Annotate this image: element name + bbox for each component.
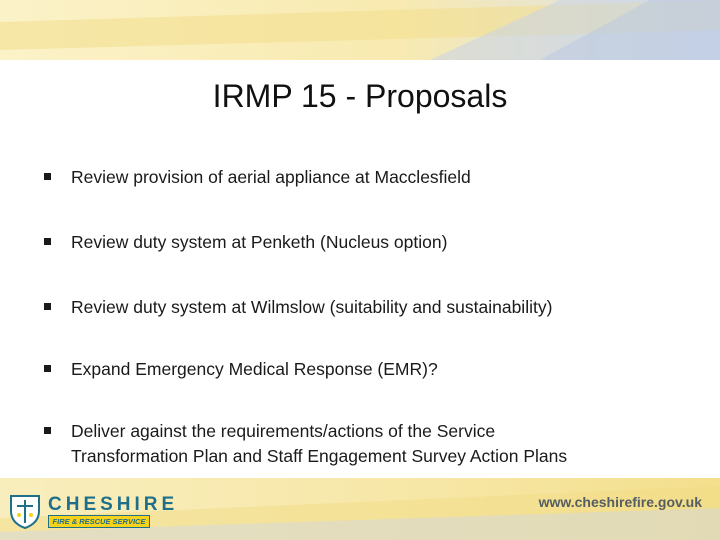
bullet-item	[44, 295, 684, 320]
logo-wordmark: CHESHIRE	[48, 494, 179, 515]
top-decorative-band	[0, 0, 720, 60]
bullet-item	[44, 357, 684, 382]
square-bullet-icon	[44, 365, 51, 372]
bullet-text: Review duty system at Wilmslow (suitability and sustainability)	[71, 297, 553, 317]
logo-tagline: FIRE & RESCUE SERVICE	[48, 515, 150, 528]
slide-title: IRMP 15 - Proposals	[212, 78, 508, 114]
bullet-text: Deliver against the requirements/actions of the Service Transformation Plan and Staff Engagement Survey Action Plans	[71, 421, 568, 466]
bullet-item	[44, 419, 684, 469]
square-bullet-icon	[44, 427, 51, 434]
square-bullet-icon	[44, 303, 51, 310]
square-bullet-icon	[44, 173, 51, 180]
bullet-text: Review duty system at Penketh (Nucleus option)	[71, 232, 448, 252]
bullet-text: Review provision of aerial appliance at Macclesfield	[71, 167, 471, 187]
footer-website-link[interactable]: www.cheshirefire.gov.uk	[538, 494, 702, 510]
crest-icon	[8, 493, 42, 529]
bullet-item	[44, 165, 684, 190]
bullet-item	[44, 230, 684, 255]
square-bullet-icon	[44, 238, 51, 245]
bullet-text: Expand Emergency Medical Response (EMR)?	[71, 359, 438, 379]
cheshire-fire-logo	[8, 493, 179, 529]
